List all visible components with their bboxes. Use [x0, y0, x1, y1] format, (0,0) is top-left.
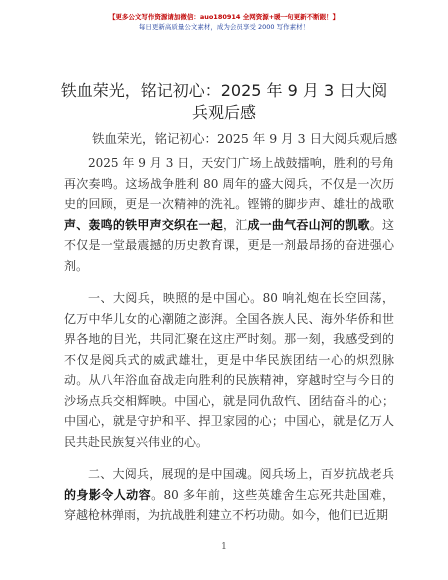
page-number: 1	[221, 542, 227, 552]
paragraph-1-bold-b: 声、轰鸣的铁甲声交织在一起	[64, 217, 223, 232]
document-title: 铁血荣光，铭记初心：2025 年 9 月 3 日大阅兵观后感	[60, 81, 388, 122]
paragraph-3-text-c: 。80 多年前，这些英雄舍生忘死共赴国难，穿越枪林弹雨，为抗战胜利建立不朽功勋。如今，他们已近期	[64, 487, 394, 522]
banner-line-1: 【更多公文写作资源请加微信：auo180914 全网资源+暖一句更新不断跟！】	[108, 13, 340, 21]
paragraph-1-text-c: ，汇	[222, 217, 248, 232]
document-body	[64, 153, 394, 538]
paragraph-1	[64, 153, 394, 276]
paragraph-1-text-a: 2025 年 9 月 3 日，天安门广场上战鼓擂响，胜利的号角再次奏鸣。这场战争胜利 80 周年的盛大阅兵，不仅是一次历史的回顾，更是一次精神的洗礼。铿锵的脚步声、雄壮的战歌	[64, 156, 394, 211]
document-subtitle: 铁血荣光，铭记初心：2025 年 9 月 3 日大阅兵观后感	[92, 131, 398, 146]
paragraph-1-text-e: 。这不仅是一堂最震撼的历史教育课，更是一剂最昂扬的奋进强心剂。	[64, 217, 394, 273]
paragraph-3-bold-b: 的身影令人动容	[64, 487, 152, 502]
promo-banner	[0, 12, 448, 32]
paragraph-3	[64, 464, 394, 526]
paragraph-1-bold-d: 成一曲气吞山河的凯歌	[247, 217, 370, 232]
banner-line-2: 每日更新高质量公文素材，成为会员享受 2000 写作素材！	[138, 23, 310, 31]
paragraph-3-text-a: 二、大阅兵，展现的是中国魂。阅兵场上，百岁抗战老兵	[88, 467, 394, 481]
paragraph-2: 一、大阅兵，映照的是中国心。80 响礼炮在长空回荡，亿万中华儿女的心潮随之澎湃。全国各族人民、海外华侨和世界各地的目光，共同汇聚在这庄严时刻。那一刻，我感受到的不仅是阅兵式的威武雄壮，更是中华民族团结一心的炽烈脉动。从八年浴血奋战走向胜利的民族精神，穿越时空与今日的沙场点兵交相辉映。中国心，就是同仇敌忾、团结奋斗的心；中国心，就是守护和平、捍卫家园的心；中国心，就是亿万人民共赴民族复兴伟业的心。	[64, 291, 394, 449]
